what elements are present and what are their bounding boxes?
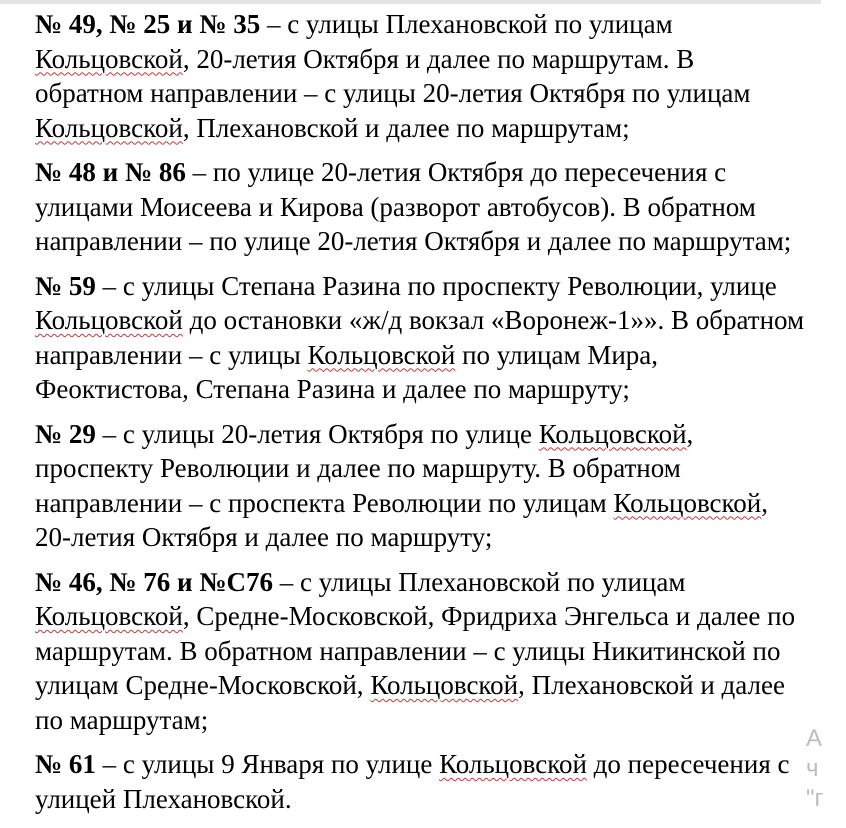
text-run: – с улицы Плехановской по улицам [272,566,686,597]
top-border-bar [0,0,821,4]
route-number: № 49, № 25 и № 35 [35,9,261,39]
text-run: до пересечения с улицей Плехановской. [35,749,790,814]
route-number: № 29 [35,418,96,449]
clipped-edge-fragment: А [806,725,823,752]
misspelled-word: Кольцовской [35,112,183,143]
text-run: – с улицы 20-летия Октября по улице [95,418,539,449]
misspelled-word: Кольцовской [370,670,519,700]
misspelled-word: Кольцовской [307,339,456,370]
text-run: , 20-летия Октября и далее по маршрутам. В обратном направлении – с улицы 20-летия Октября по улицам [35,43,751,108]
text-run: , 20-летия Октября и далее по маршруту; [35,487,768,552]
clipped-edge-fragment: "г [806,785,824,812]
text-run: , Плехановской и далее по маршрутам; [35,670,785,735]
paragraph [35,269,805,407]
route-number: № 59 [35,270,96,301]
text-run: , проспекту Революции и далее по маршруту. В обратном направлении – с проспекта Революции по улицам [35,418,694,518]
paragraph [35,747,805,816]
misspelled-word: Кольцовской [35,601,183,631]
misspelled-word: Кольцовской [35,305,183,335]
paragraph [35,155,805,259]
text-run: – с улицы Степана Разина по проспекту Революции, улице [95,270,777,301]
route-number: № 46, № 76 и №С76 [35,566,273,597]
misspelled-word: Кольцовской [538,418,687,449]
route-number: № 48 и № 86 [35,157,186,187]
text-run: по улицам Мира, Феоктистова, Степана Разина и далее по маршруту; [35,339,659,404]
paragraph [35,565,805,738]
text-run: – с улицы 9 Января по улице [95,749,440,779]
misspelled-word: Кольцовской [613,487,762,518]
clipped-edge-text [806,724,846,814]
text-run: до остановки «ж/д вокзал «Воронеж-1»». В обратном направлении – с улицы [35,305,805,370]
text-run: – по улице 20-летия Октября до пересечения с улицами Моисеева и Кирова (разворот автобусов). В обратном направлении – по улице 20-летия Октября и далее по маршрутам; [35,157,792,256]
misspelled-word: Кольцовской [35,43,183,74]
text-run: , Плехановской и далее по маршрутам; [182,112,630,143]
misspelled-word: Кольцовской [439,749,587,779]
text-run: , Средне-Московской, Фридриха Энгельса и далее по маршрутам. В обратном направлении – с улицы Никитинской по улицам Средне-Московской, [35,601,796,700]
paragraph [35,7,805,145]
route-number: № 61 [35,749,96,779]
clipped-edge-fragment: ч [806,755,819,782]
document-page[interactable] [35,7,805,826]
text-run: – с улицы Плехановской по улицам [260,9,673,39]
paragraph [35,417,805,555]
